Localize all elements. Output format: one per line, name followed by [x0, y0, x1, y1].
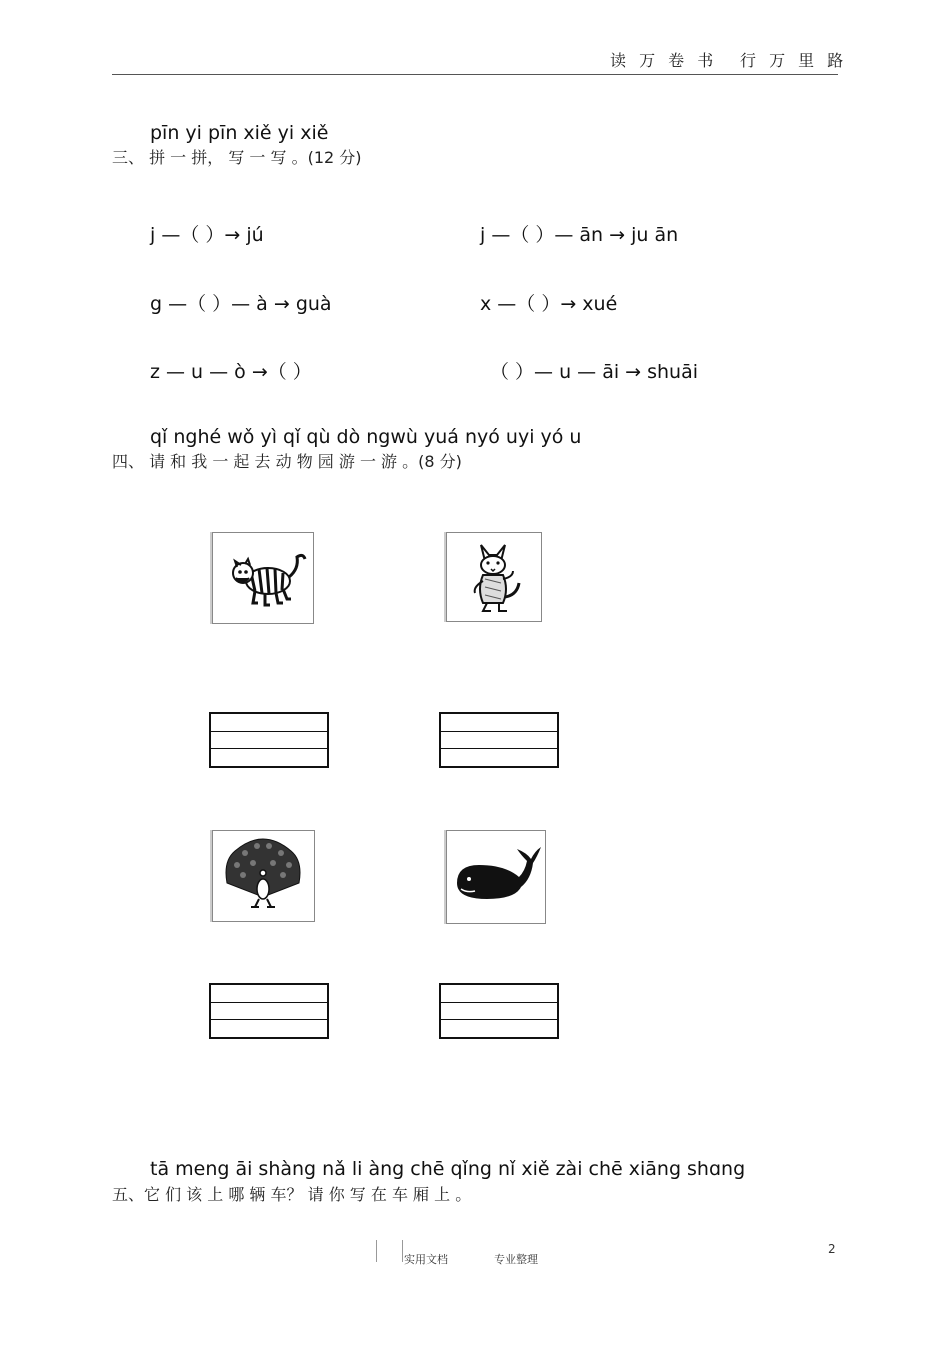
exercise-row-1-left: j —（ ）→ jú — [150, 224, 264, 246]
write-box-guide-line — [441, 731, 557, 732]
exercise-row-1-right: j —（ ）— ān → ju ān — [480, 224, 679, 246]
whale-picture — [446, 830, 546, 924]
footer-divider — [402, 1240, 403, 1262]
write-box-peacock[interactable] — [209, 983, 329, 1039]
write-box-whale[interactable] — [439, 983, 559, 1039]
whale-icon — [447, 831, 545, 923]
footer-divider — [376, 1240, 377, 1262]
exercise-row-2-left: g —（ ）— à → guà — [150, 293, 332, 315]
header-left-text: 读 万 卷 书 — [610, 51, 718, 70]
tiger-picture — [212, 532, 314, 624]
section5-pinyin: tā meng āi shàng nǎ li àng chē qǐng nǐ xiě zài chē xiāng shɑng — [150, 1158, 746, 1180]
write-box-guide-line — [211, 748, 327, 749]
peacock-picture — [212, 830, 315, 922]
write-box-fox[interactable] — [439, 712, 559, 768]
section3-title: 三、 拼 一 拼， 写 一 写 。(12 分) — [112, 148, 362, 167]
tiger-icon — [213, 533, 313, 623]
write-box-tiger[interactable] — [209, 712, 329, 768]
write-box-guide-line — [211, 731, 327, 732]
section4-pinyin: qǐ nghé wǒ yì qǐ qù dò ngwù yuá nyó uyi yó u — [150, 426, 582, 448]
write-box-guide-line — [211, 1019, 327, 1020]
exercise-row-3-left: z — u — ò →（ ） — [150, 361, 312, 383]
fox-icon — [447, 533, 541, 621]
exercise-row-3-right: （ ）— u — āi → shuāi — [490, 361, 699, 383]
write-box-guide-line — [441, 748, 557, 749]
footer-left-label: 实用文档 — [404, 1253, 448, 1266]
section5-title: 五、它 们 该 上 哪 辆 车？ 请 你 写 在 车 厢 上 。 — [112, 1185, 472, 1204]
fox-picture — [446, 532, 542, 622]
write-box-guide-line — [441, 1019, 557, 1020]
section3-pinyin: pīn yi pīn xiě yi xiě — [150, 122, 329, 144]
page-number: 2 — [828, 1242, 836, 1256]
section4-title: 四、 请 和 我 一 起 去 动 物 园 游 一 游 。(8 分) — [112, 452, 462, 471]
peacock-icon — [213, 831, 314, 921]
header-right-text: 行 万 里 路 — [740, 51, 848, 70]
write-box-guide-line — [441, 1002, 557, 1003]
write-box-guide-line — [211, 1002, 327, 1003]
header-rule — [112, 74, 838, 75]
exercise-row-2-right: x —（ ）→ xué — [480, 293, 618, 315]
footer-right-label: 专业整理 — [494, 1253, 538, 1266]
